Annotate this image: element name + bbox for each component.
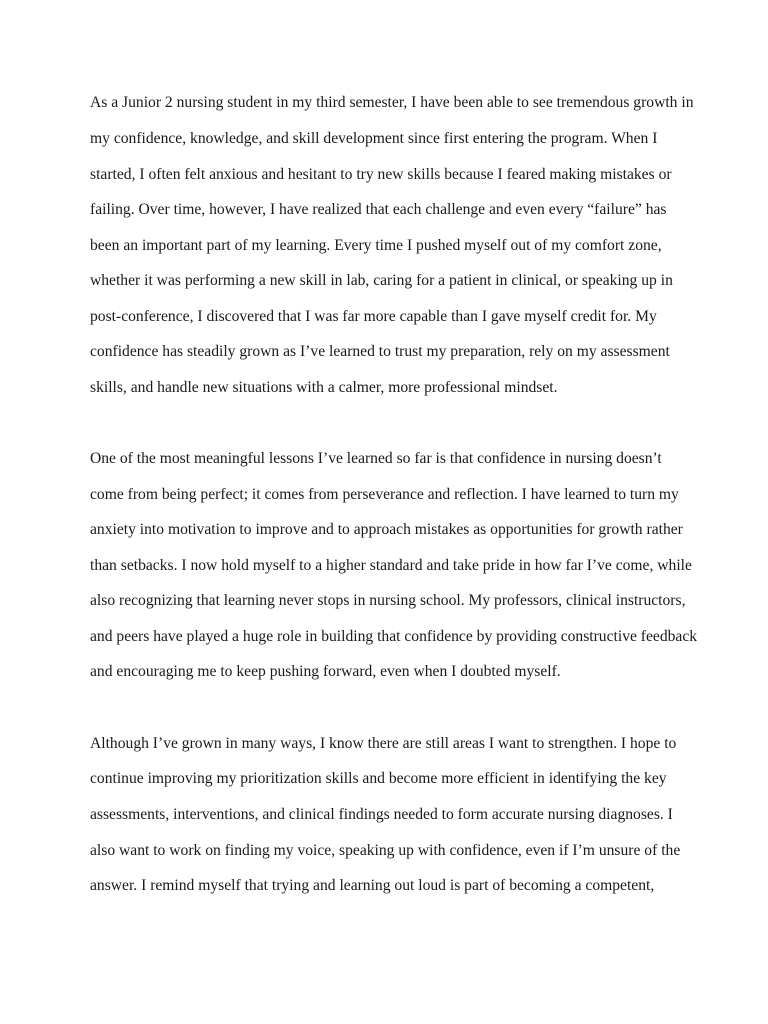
text-line: One of the most meaningful lessons I’ve learned so far is that confidence in nursing doesn’t <box>90 450 662 467</box>
text-line: started, I often felt anxious and hesitant to try new skills because I feared making mistakes or <box>90 166 672 183</box>
text-line: assessments, interventions, and clinical findings needed to form accurate nursing diagnoses. I <box>90 806 673 823</box>
text-line: also want to work on finding my voice, speaking up with confidence, even if I’m unsure of the <box>90 842 681 859</box>
text-line: come from being perfect; it comes from perseverance and reflection. I have learned to turn my <box>90 486 679 503</box>
text-line: and encouraging me to keep pushing forward, even when I doubted myself. <box>90 663 561 680</box>
text-line: my confidence, knowledge, and skill development since first entering the program. When I <box>90 130 658 147</box>
text-line: than setbacks. I now hold myself to a higher standard and take pride in how far I’ve come, while <box>90 557 692 574</box>
text-line: also recognizing that learning never stops in nursing school. My professors, clinical instructors, <box>90 592 686 609</box>
text-line: post-conference, I discovered that I was far more capable than I gave myself credit for. My <box>90 308 657 325</box>
text-line: whether it was performing a new skill in lab, caring for a patient in clinical, or speaking up in <box>90 272 673 289</box>
text-line: and peers have played a huge role in building that confidence by providing constructive feedback <box>90 628 698 645</box>
text-line: As a Junior 2 nursing student in my third semester, I have been able to see tremendous growth in <box>90 94 694 111</box>
text-line: Although I’ve grown in many ways, I know there are still areas I want to strengthen. I hope to <box>90 735 677 752</box>
text-line: anxiety into motivation to improve and to approach mistakes as opportunities for growth rather <box>90 521 683 538</box>
text-line: skills, and handle new situations with a calmer, more professional mindset. <box>90 379 558 396</box>
text-line: been an important part of my learning. Every time I pushed myself out of my comfort zone, <box>90 237 662 254</box>
text-line: continue improving my prioritization skills and become more efficient in identifying the key <box>90 770 667 787</box>
text-line: answer. I remind myself that trying and learning out loud is part of becoming a competent, <box>90 877 655 894</box>
text-line: failing. Over time, however, I have realized that each challenge and even every “failure” has <box>90 201 667 218</box>
text-line: confidence has steadily grown as I’ve learned to trust my preparation, rely on my assessment <box>90 343 670 360</box>
